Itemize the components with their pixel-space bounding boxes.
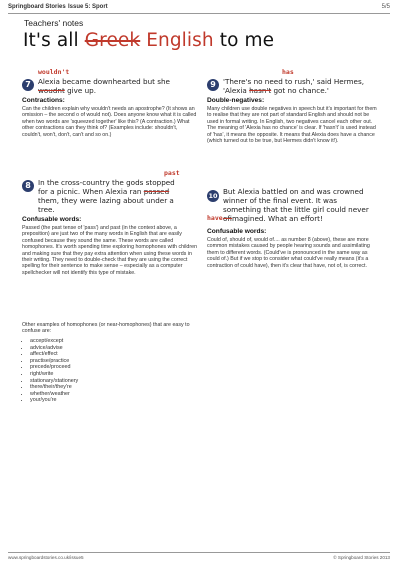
q10-correction: have bbox=[207, 214, 223, 222]
q7-body: Can the children explain why wouldn't needs an apostrophe? (It shows an omission – the second o of would not). Does anyone know what it is called when two words are 'squeezed together' like this? (A contraction.) What other contractions can they think of? (Examples include: shouldn't, couldn't, won't, don't, can't and so on.) bbox=[22, 106, 197, 138]
q10-number-badge: 10 bbox=[208, 192, 218, 200]
title-part-1: It's all bbox=[23, 30, 79, 51]
q8-heading: Confusable words: bbox=[22, 216, 82, 223]
section-label: Teachers' notes bbox=[24, 18, 84, 28]
q10-line-4 bbox=[223, 214, 388, 223]
list-item: • accept/except bbox=[30, 338, 198, 345]
q8-line-2a: for a picnic. When Alexia ran bbox=[38, 187, 144, 196]
q9-heading: Double-negatives: bbox=[207, 97, 265, 104]
q10-line-2: winner of the final event. It was bbox=[223, 196, 337, 205]
title-part-2: to me bbox=[219, 30, 275, 51]
list-item: • affect/effect bbox=[30, 351, 198, 358]
q7-sentence bbox=[38, 77, 203, 95]
issue-label: Issue 5: Sport bbox=[68, 4, 108, 10]
q8-line-1: In the cross-country the gods stopped bbox=[38, 178, 175, 187]
q8-correction: past bbox=[164, 169, 180, 177]
q9-line-1: 'There's no need to rush,' said Hermes, bbox=[223, 77, 365, 86]
title-struck-word: Greek bbox=[84, 30, 141, 51]
list-item: • practise/practice bbox=[30, 358, 198, 365]
q10-struck-word: of bbox=[223, 214, 232, 223]
list-item: • stationary/stationery bbox=[30, 378, 198, 385]
q7-line-1: Alexia became downhearted but she bbox=[38, 77, 170, 86]
q8-line-2 bbox=[38, 187, 203, 196]
q8-line-4: tree. bbox=[38, 205, 55, 214]
q9-line-2 bbox=[223, 86, 388, 95]
q9-body: Many children use double negatives in speech but it's important for them to realise that they are not part of standard English and should not be used in formal writing. In English, two negatives cancel each other out. The meaning of 'Alexia has no chance' is clear. If 'hasn't' is used instead of 'has', it means the opposite. It means that Alexia does have a chance (which turned out to be true, but Hermes didn't know it!). bbox=[207, 106, 377, 145]
title-inserted-word: English bbox=[146, 30, 214, 51]
footer-divider bbox=[8, 552, 390, 553]
q10-body: Could of, should of, would of.... as number 8 (above), these are more common mistakes caused by people hearing sounds and assimilating them to different words. (Could've is pronounced in the same way as could of.) But if we stop to consider what could've really means (it's a contraction of could have), then it's clear that have, not of, is correct. bbox=[207, 237, 370, 269]
brand-name: Springboard Stories bbox=[8, 4, 66, 10]
footer-url[interactable]: www.springboardstories.co.uk/issue5 bbox=[8, 555, 84, 560]
q9-struck-word: hasn't bbox=[249, 86, 272, 95]
footer-copyright: © Springboard Stories 2013 bbox=[333, 555, 390, 560]
q9-line-2a: 'Alexia bbox=[223, 86, 250, 95]
list-item: • whether/weather bbox=[30, 391, 198, 398]
q9-line-2b: got no chance.' bbox=[271, 86, 329, 95]
q10-line-1: But Alexia battled on and was crowned bbox=[223, 187, 364, 196]
homophone-list bbox=[22, 338, 198, 404]
q10-sentence bbox=[223, 187, 388, 223]
q10-line-4-rest: imagined. What an effort! bbox=[231, 214, 323, 223]
q7-correction: wouldn't bbox=[38, 68, 70, 76]
q9-correction: has bbox=[282, 68, 294, 76]
list-item: • precede/proceed bbox=[30, 364, 198, 371]
list-item: • your/you're bbox=[30, 397, 198, 404]
list-item: • advice/advise bbox=[30, 345, 198, 352]
page-number: 5/5 bbox=[381, 4, 390, 10]
q9-sentence bbox=[223, 77, 388, 95]
q10-line-3: something that the little girl could never bbox=[223, 205, 369, 214]
q7-struck-word: woudnt bbox=[38, 86, 65, 95]
q8-number-badge: 8 bbox=[22, 180, 34, 192]
header-divider bbox=[8, 13, 390, 14]
page-title bbox=[23, 30, 274, 51]
q7-number-badge: 7 bbox=[22, 79, 34, 91]
q8-line-3: them, they were lazing about under a bbox=[38, 196, 174, 205]
q7-line-2 bbox=[38, 86, 203, 95]
q8-sentence bbox=[38, 178, 203, 214]
q8-body: Passed (the past tense of 'pass') and past (in the context above, a preposition) are just two of the many words in English that are easily confused because they sound the same. These words are called homophones. It's worth spending time exploring homophones with children and making sure that they pay extra attention when using these words in their writing. They need to double-check that they are using the correct spelling for their sentence to make sense – especially as a computer spellchecker will not identify this type of mistake. bbox=[22, 225, 198, 276]
list-item: • there/their/they're bbox=[30, 384, 198, 391]
q8-struck-word: passed bbox=[143, 187, 170, 196]
q10-heading: Confusable words: bbox=[207, 228, 267, 235]
q8-list-intro: Other examples of homophones (or near-homophones) that are easy to confuse are: bbox=[22, 322, 190, 335]
q9-number-badge: 9 bbox=[207, 79, 219, 91]
q7-line-2-rest: give up. bbox=[64, 86, 96, 95]
q7-heading: Contractions: bbox=[22, 97, 65, 104]
list-item: • right/write bbox=[30, 371, 198, 378]
